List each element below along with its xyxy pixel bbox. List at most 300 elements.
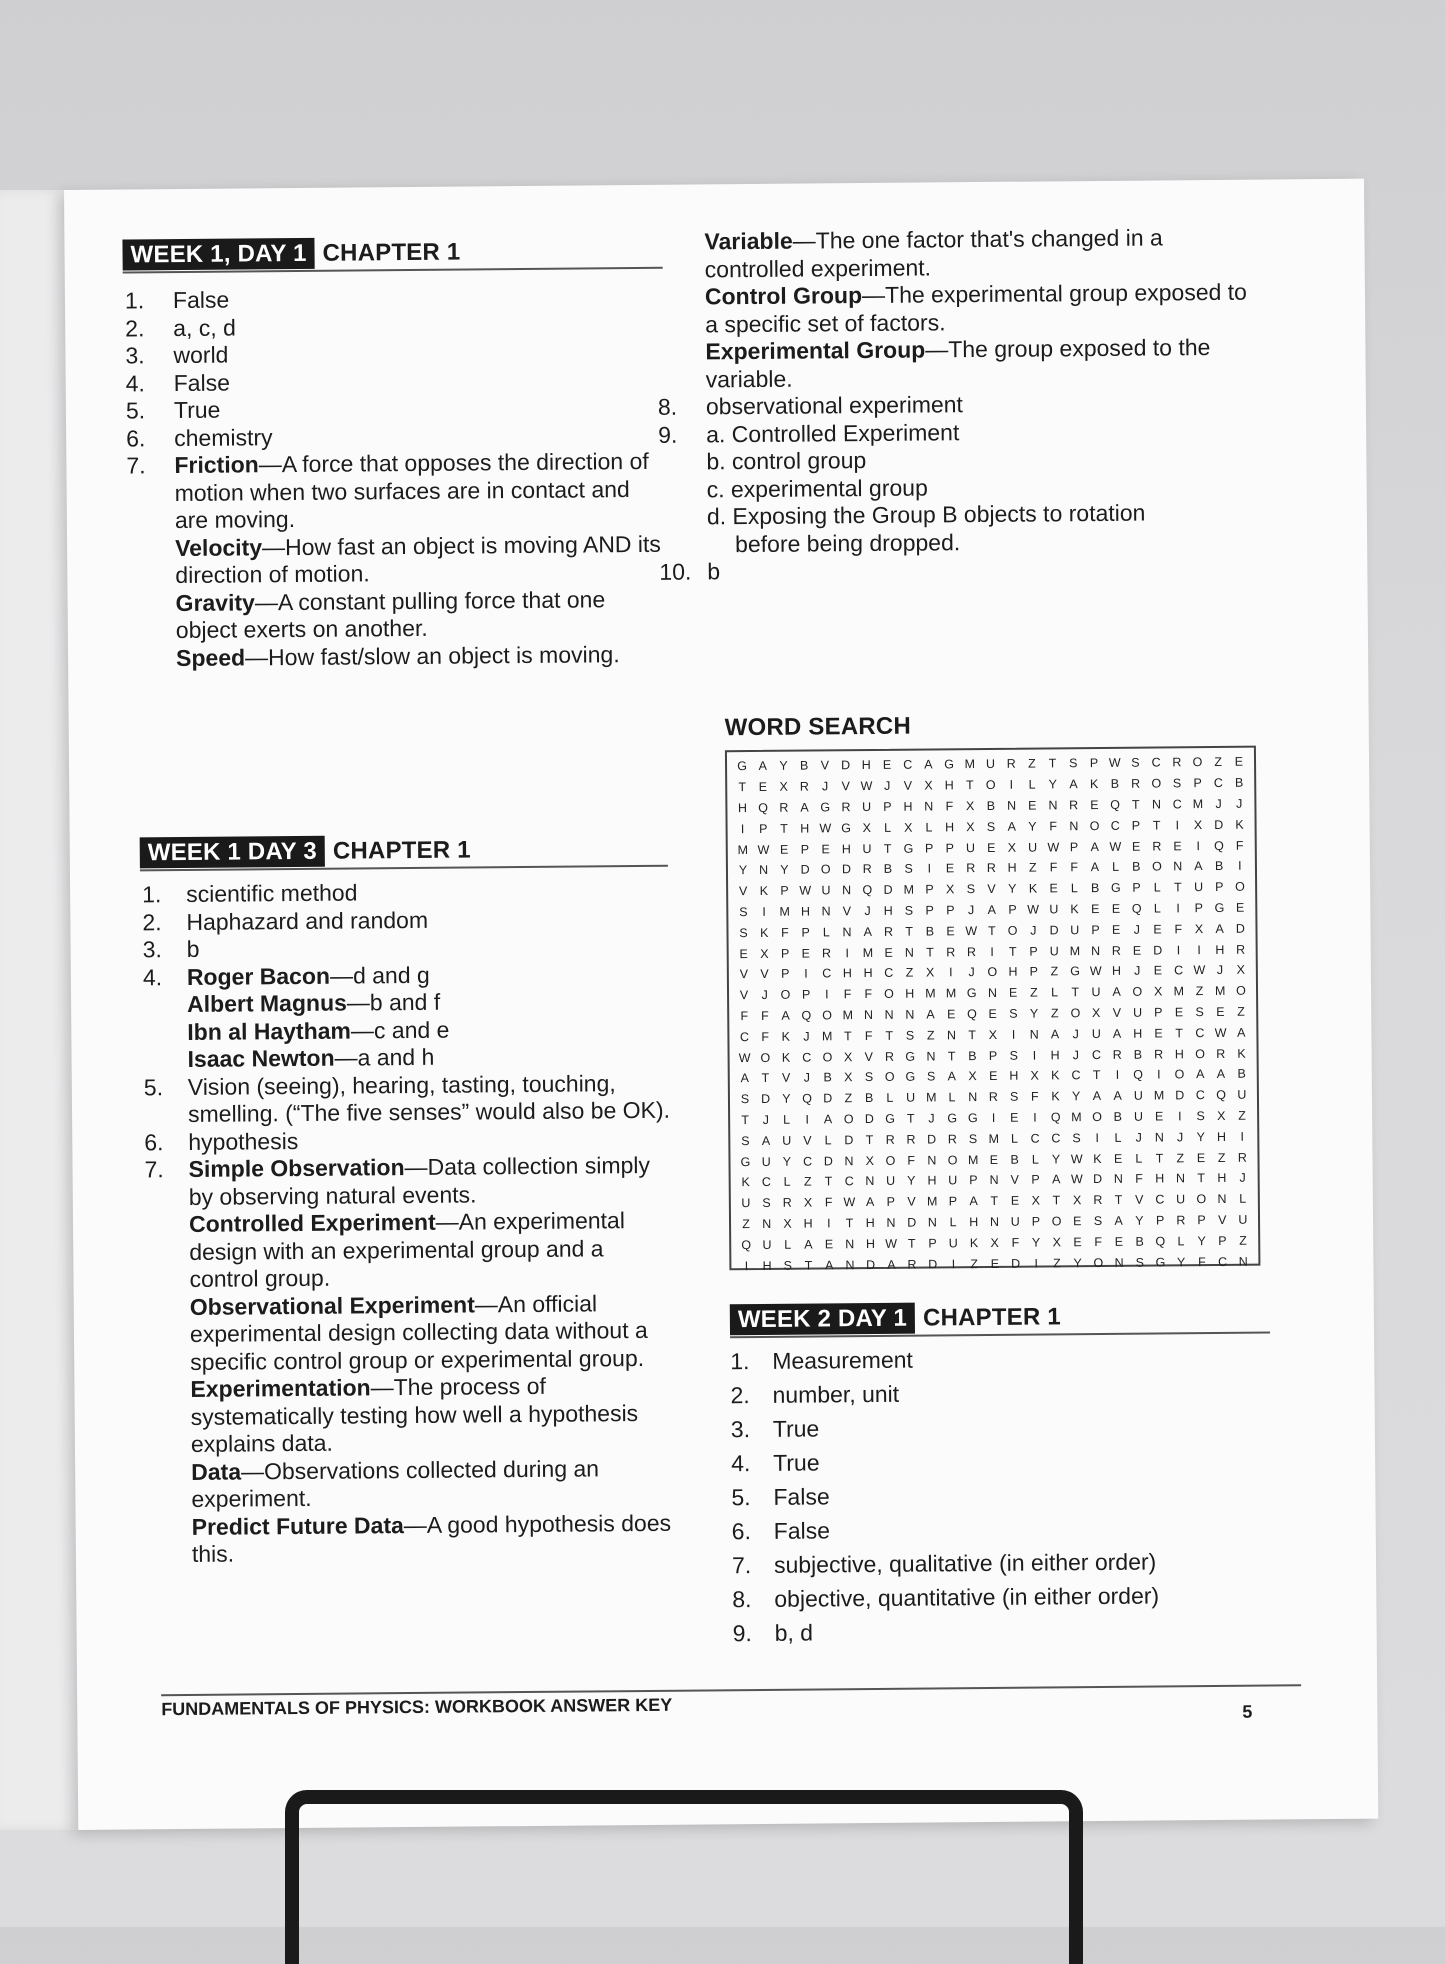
ws-letter: F bbox=[864, 987, 873, 1002]
ws-letter: U bbox=[886, 1174, 896, 1189]
ws-letter: R bbox=[1235, 942, 1246, 957]
ws-letter: S bbox=[1196, 1109, 1205, 1124]
ws-letter: A bbox=[781, 1008, 790, 1023]
week1day1-def-text: —How fast an object is moving AND its direction of motion. bbox=[175, 530, 661, 589]
ws-letter: M bbox=[1153, 1088, 1165, 1103]
ws-letter: A bbox=[1007, 819, 1016, 834]
week1day1-item-text: world bbox=[173, 341, 229, 369]
ws-letter: S bbox=[783, 1258, 793, 1273]
ws-letter: G bbox=[905, 1049, 916, 1064]
ws-letter: I bbox=[1197, 942, 1201, 957]
ws-letter: Y bbox=[738, 863, 748, 878]
ws-letter: A bbox=[740, 1071, 750, 1086]
ws-letter: E bbox=[884, 945, 893, 960]
book-stand bbox=[285, 1790, 1083, 1964]
ws-letter: A bbox=[987, 902, 996, 917]
ws-letter: Y bbox=[782, 1154, 792, 1169]
ws-letter: L bbox=[1031, 1152, 1039, 1167]
ws-letter: P bbox=[1218, 1233, 1227, 1248]
week2day1-item-text: True bbox=[773, 1449, 820, 1476]
week1day3-scientist-text: —c and e bbox=[350, 1016, 450, 1044]
ws-letter: I bbox=[1033, 1110, 1037, 1125]
ws-letter: S bbox=[1195, 1005, 1204, 1020]
week2day1-item-num: 9. bbox=[732, 1620, 752, 1647]
week1day1-item-num: 4. bbox=[125, 369, 145, 396]
ws-letter: B bbox=[864, 1091, 874, 1106]
ws-letter: E bbox=[882, 758, 892, 773]
ws-letter: J bbox=[803, 1070, 811, 1085]
ws-letter: M bbox=[967, 1152, 979, 1167]
ws-letter: O bbox=[1070, 1006, 1081, 1021]
ws-letter: F bbox=[945, 799, 954, 814]
week1day3-scientist-text: —a and h bbox=[334, 1043, 435, 1071]
ws-letter: X bbox=[783, 1216, 792, 1231]
ws-letter: E bbox=[1154, 1026, 1163, 1041]
ws-letter: H bbox=[927, 1173, 937, 1188]
right-top-def-text: —The group exposed to the variable. bbox=[705, 334, 1211, 392]
ws-letter: T bbox=[906, 1111, 915, 1126]
ws-letter: P bbox=[924, 841, 934, 856]
ws-letter: N bbox=[1048, 798, 1058, 813]
week2day1-heading bbox=[730, 1301, 1061, 1335]
ws-letter: P bbox=[1031, 1214, 1041, 1229]
ws-letter: A bbox=[969, 1194, 978, 1209]
ws-letter: I bbox=[805, 1112, 810, 1127]
week1day1-item-num: 3. bbox=[125, 342, 145, 369]
ws-letter: V bbox=[864, 1049, 874, 1064]
ws-letter: S bbox=[968, 1131, 978, 1146]
ws-letter: G bbox=[903, 841, 914, 856]
ws-letter: X bbox=[779, 779, 788, 794]
ws-letter: P bbox=[801, 987, 811, 1002]
ws-letter: G bbox=[1155, 1254, 1166, 1270]
right-top-def-term: Experimental Group bbox=[705, 336, 926, 365]
ws-letter: V bbox=[803, 1133, 812, 1148]
ws-letter: N bbox=[845, 1236, 855, 1251]
ws-letter: E bbox=[1010, 1110, 1019, 1125]
ws-letter: S bbox=[1135, 1255, 1144, 1270]
ws-letter: Z bbox=[1214, 755, 1223, 770]
ws-letter: R bbox=[946, 944, 956, 959]
ws-letter: X bbox=[968, 1069, 977, 1084]
week2day1-item bbox=[730, 1344, 1270, 1383]
ws-letter: C bbox=[822, 966, 832, 981]
week1day3-scientist-term: Albert Magnus bbox=[186, 989, 347, 1017]
ws-letter: E bbox=[1111, 901, 1121, 916]
ws-letter: H bbox=[1155, 1171, 1165, 1186]
ws-letter: U bbox=[1049, 902, 1059, 917]
ws-letter: C bbox=[1151, 755, 1161, 770]
ws-letter: W bbox=[1089, 964, 1102, 979]
week2day1-item bbox=[732, 1514, 1272, 1553]
ws-letter: S bbox=[1009, 1006, 1018, 1021]
ws-letter: B bbox=[799, 758, 809, 773]
ws-letter: L bbox=[1153, 880, 1161, 895]
ws-letter: U bbox=[985, 757, 996, 772]
ws-letter: L bbox=[949, 1215, 957, 1230]
ws-letter: N bbox=[989, 1214, 1000, 1229]
ws-letter: B bbox=[1090, 881, 1100, 896]
ws-letter: J bbox=[1215, 796, 1222, 811]
item10-row-text: b bbox=[707, 558, 721, 585]
ws-letter: D bbox=[840, 758, 851, 773]
ws-letter: O bbox=[987, 965, 998, 980]
ws-letter: O bbox=[760, 1050, 771, 1065]
item9-part: d. Exposing the Group B objects to rotation bbox=[706, 499, 1146, 530]
ws-letter: S bbox=[926, 1069, 936, 1084]
ws-letter: Y bbox=[1197, 1233, 1206, 1248]
ws-letter: A bbox=[800, 800, 809, 815]
week2day1-item-num: 6. bbox=[731, 1518, 752, 1545]
week2day1-item-num: 3. bbox=[730, 1416, 751, 1443]
ws-letter: Z bbox=[926, 1028, 935, 1043]
week1day3-scientist bbox=[187, 1042, 673, 1074]
ws-letter: E bbox=[1091, 901, 1100, 917]
ws-letter: F bbox=[1174, 922, 1183, 937]
ws-letter: K bbox=[759, 884, 769, 899]
ws-letter: V bbox=[738, 884, 748, 899]
ws-letter: S bbox=[740, 1092, 750, 1107]
ws-letter: V bbox=[781, 1071, 791, 1086]
ws-letter: E bbox=[1234, 755, 1244, 770]
right-top-answers bbox=[657, 224, 1267, 586]
ws-letter: T bbox=[845, 1216, 854, 1231]
ws-letter: P bbox=[1031, 1172, 1040, 1187]
ws-letter: N bbox=[927, 1215, 937, 1230]
ws-letter: U bbox=[1028, 840, 1038, 855]
ws-letter: A bbox=[1114, 1213, 1123, 1228]
week1day1-def-term: Velocity bbox=[175, 533, 263, 561]
ws-letter: N bbox=[1175, 1171, 1186, 1186]
right-top-def bbox=[704, 224, 1264, 284]
week1day3-item7-num: 7. bbox=[144, 1156, 164, 1183]
ws-letter: O bbox=[822, 1049, 833, 1064]
ws-letter: J bbox=[1176, 1130, 1184, 1145]
ws-letter: O bbox=[820, 862, 831, 877]
ws-letter: M bbox=[1071, 1110, 1082, 1125]
ws-letter: J bbox=[864, 903, 871, 919]
ws-letter: H bbox=[800, 904, 811, 919]
week2day1-tag: WEEK 2 DAY 1 bbox=[730, 1303, 915, 1336]
ws-letter: X bbox=[903, 820, 913, 835]
ws-letter: I bbox=[1011, 1027, 1016, 1042]
ws-letter: P bbox=[948, 1194, 958, 1209]
ws-letter: E bbox=[986, 840, 996, 855]
week1day3-def-term: Observational Experiment bbox=[189, 1290, 475, 1320]
ws-letter: Z bbox=[1239, 1233, 1247, 1248]
ws-letter: W bbox=[1070, 1172, 1083, 1187]
ws-letter: D bbox=[1049, 923, 1059, 938]
week2day1-item-text: number, unit bbox=[772, 1380, 900, 1408]
ws-letter: B bbox=[1110, 777, 1120, 792]
ws-letter: Y bbox=[1029, 1006, 1039, 1021]
ws-letter: O bbox=[843, 1112, 854, 1127]
ws-letter: M bbox=[926, 1194, 938, 1209]
ws-letter: M bbox=[925, 986, 936, 1001]
ws-letter: F bbox=[781, 925, 789, 940]
ws-letter: H bbox=[865, 1215, 875, 1230]
ws-letter: X bbox=[1007, 840, 1017, 855]
ws-letter: Y bbox=[1196, 1129, 1206, 1144]
ws-letter: M bbox=[945, 986, 957, 1001]
ws-letter: A bbox=[824, 1257, 834, 1272]
ws-letter: R bbox=[885, 1132, 895, 1147]
ws-letter: J bbox=[821, 779, 829, 794]
ws-letter: T bbox=[761, 1071, 770, 1086]
ws-letter: O bbox=[1192, 755, 1203, 770]
week1day3-def-term: Simple Observation bbox=[188, 1154, 405, 1182]
ws-letter: I bbox=[744, 1258, 749, 1273]
ws-letter: D bbox=[1214, 817, 1224, 832]
wordsearch-title-text: WORD SEARCH bbox=[724, 712, 912, 742]
ws-letter: U bbox=[1070, 922, 1080, 938]
ws-letter: O bbox=[884, 986, 894, 1002]
ws-letter: P bbox=[988, 1048, 998, 1063]
ws-letter: J bbox=[1239, 1171, 1246, 1186]
ws-letter: C bbox=[739, 1029, 749, 1044]
ws-letter: S bbox=[1069, 756, 1078, 771]
ws-letter: T bbox=[780, 821, 788, 836]
ws-letter: V bbox=[760, 967, 769, 982]
ws-letter: A bbox=[1112, 984, 1121, 1000]
ws-letter: N bbox=[845, 1257, 855, 1272]
ws-letter: I bbox=[740, 821, 745, 836]
ws-letter: U bbox=[1238, 1212, 1248, 1227]
ws-letter: S bbox=[739, 905, 748, 920]
week2day1-item bbox=[733, 1616, 1273, 1655]
ws-letter: V bbox=[987, 882, 996, 897]
ws-letter: G bbox=[966, 986, 977, 1001]
ws-letter: W bbox=[885, 1236, 898, 1251]
week1day3-scientist-term: Isaac Newton bbox=[187, 1044, 335, 1072]
ws-letter: E bbox=[1090, 797, 1099, 813]
ws-letter: E bbox=[1073, 1214, 1082, 1229]
ws-letter: R bbox=[907, 1257, 917, 1272]
ws-letter: M bbox=[926, 1090, 937, 1105]
ws-letter: K bbox=[969, 1235, 979, 1250]
ws-letter: T bbox=[885, 1028, 894, 1043]
ws-letter: S bbox=[905, 1028, 915, 1043]
ws-letter: X bbox=[865, 1153, 874, 1168]
ws-letter: T bbox=[1197, 1171, 1206, 1186]
ws-letter: H bbox=[1216, 1129, 1227, 1144]
ws-letter: K bbox=[1089, 777, 1099, 792]
ws-letter: E bbox=[988, 1006, 997, 1021]
ws-letter: L bbox=[783, 1112, 791, 1127]
ws-letter: W bbox=[965, 923, 978, 938]
ws-letter: K bbox=[741, 1175, 750, 1190]
ws-letter: J bbox=[803, 1029, 810, 1044]
ws-letter: A bbox=[1113, 1088, 1122, 1104]
ws-letter: E bbox=[1174, 1005, 1184, 1020]
ws-letter: V bbox=[1010, 1173, 1020, 1188]
ws-letter: H bbox=[1133, 1026, 1143, 1041]
ws-letter: H bbox=[861, 758, 871, 773]
ws-letter: E bbox=[1216, 1004, 1225, 1019]
ws-letter: V bbox=[841, 779, 850, 794]
ws-letter: H bbox=[800, 821, 810, 836]
ws-letter: W bbox=[860, 779, 873, 794]
ws-letter: P bbox=[1154, 1005, 1163, 1020]
ws-letter: E bbox=[990, 1256, 1000, 1271]
ws-letter: Z bbox=[1028, 860, 1037, 875]
ws-letter: U bbox=[1091, 1026, 1101, 1041]
ws-letter: V bbox=[903, 778, 913, 793]
ws-letter: K bbox=[781, 1029, 791, 1044]
ws-letter: D bbox=[1175, 1088, 1185, 1103]
week1day3-def bbox=[189, 1207, 676, 1294]
ws-letter: K bbox=[1093, 1151, 1102, 1166]
ws-letter: M bbox=[988, 1131, 1000, 1146]
ws-letter: H bbox=[1007, 861, 1017, 876]
ws-letter: W bbox=[738, 1050, 751, 1065]
ws-letter: E bbox=[1008, 985, 1018, 1000]
week1day3-item4-list bbox=[187, 959, 674, 1073]
ws-letter: Q bbox=[1110, 797, 1120, 812]
ws-letter: I bbox=[1034, 1256, 1039, 1271]
ws-letter: E bbox=[779, 842, 789, 857]
ws-letter: M bbox=[903, 882, 915, 897]
ws-letter: A bbox=[1051, 1172, 1061, 1187]
ws-letter: C bbox=[1071, 1068, 1081, 1083]
week1day3-item4-num: 4. bbox=[142, 963, 163, 990]
ws-letter: L bbox=[886, 1090, 894, 1105]
ws-letter: V bbox=[739, 967, 749, 982]
week1day1-item-num: 1. bbox=[124, 287, 145, 314]
ws-letter: T bbox=[1008, 944, 1017, 959]
ws-letter: P bbox=[1197, 1212, 1206, 1228]
ws-letter: L bbox=[783, 1175, 791, 1190]
ws-letter: G bbox=[967, 1110, 978, 1126]
week1day1-def-text: —How fast/slow an object is moving. bbox=[244, 640, 620, 670]
ws-letter: I bbox=[804, 966, 808, 981]
ws-letter: A bbox=[865, 1195, 875, 1210]
ws-letter: O bbox=[780, 987, 791, 1002]
ws-letter: U bbox=[1237, 1087, 1247, 1102]
ws-letter: F bbox=[1135, 1171, 1143, 1187]
ws-letter: G bbox=[1070, 964, 1081, 979]
week1day3-item-num: 6. bbox=[144, 1128, 164, 1155]
ws-letter: X bbox=[1030, 1068, 1039, 1083]
ws-letter: P bbox=[945, 840, 955, 855]
ws-letter: B bbox=[1214, 859, 1224, 874]
ws-letter: A bbox=[1050, 1027, 1060, 1042]
ws-letter: B bbox=[1113, 1109, 1123, 1124]
ws-letter: I bbox=[1238, 859, 1242, 874]
ws-letter: G bbox=[885, 1111, 895, 1126]
ws-letter: C bbox=[1051, 1131, 1061, 1146]
week1day1-item-num: 5. bbox=[125, 397, 146, 424]
ws-letter: L bbox=[1112, 860, 1120, 875]
ws-letter: A bbox=[1216, 1067, 1226, 1082]
ws-letter: T bbox=[1092, 1068, 1101, 1083]
ws-letter: P bbox=[1193, 776, 1202, 791]
ws-letter: S bbox=[1172, 776, 1182, 791]
ws-letter: R bbox=[966, 944, 976, 959]
ws-letter: J bbox=[761, 988, 768, 1003]
ws-letter: F bbox=[761, 1029, 769, 1044]
word-search-grid bbox=[725, 746, 1261, 1271]
ws-letter: L bbox=[1070, 881, 1078, 896]
ws-letter: F bbox=[843, 987, 852, 1002]
ws-letter: X bbox=[862, 820, 872, 835]
ws-letter: X bbox=[843, 1049, 853, 1064]
ws-letter: M bbox=[842, 1008, 854, 1023]
week1day3-scientist bbox=[187, 987, 673, 1019]
ws-letter: Z bbox=[1053, 1255, 1061, 1270]
ws-letter: H bbox=[863, 966, 873, 981]
ws-letter: X bbox=[945, 882, 955, 897]
ws-letter: F bbox=[907, 1153, 915, 1168]
ws-letter: T bbox=[844, 1028, 852, 1043]
ws-letter: I bbox=[927, 861, 932, 876]
ws-letter: B bbox=[986, 798, 996, 813]
ws-letter: T bbox=[1131, 797, 1140, 812]
answer-key-page bbox=[64, 179, 1378, 1830]
ws-letter: P bbox=[1155, 1213, 1165, 1228]
ws-letter: Q bbox=[1050, 1110, 1061, 1125]
ws-letter: D bbox=[866, 1257, 876, 1272]
ws-letter: I bbox=[845, 945, 849, 960]
ws-letter: X bbox=[844, 1070, 853, 1085]
ws-letter: M bbox=[821, 1029, 833, 1044]
ws-letter: T bbox=[968, 1027, 977, 1042]
ws-letter: D bbox=[800, 862, 810, 877]
ws-letter: L bbox=[1135, 1151, 1143, 1166]
ws-letter: I bbox=[1009, 777, 1014, 792]
ws-letter: E bbox=[988, 1069, 998, 1084]
ws-letter: W bbox=[757, 842, 770, 857]
ws-letter: L bbox=[1051, 985, 1059, 1000]
ws-letter: T bbox=[990, 1194, 999, 1209]
ws-letter: S bbox=[904, 861, 913, 877]
ws-letter: B bbox=[1237, 1067, 1246, 1082]
ws-letter: B bbox=[925, 924, 935, 939]
ws-letter: J bbox=[1236, 796, 1243, 811]
week2day1-item-text: b, d bbox=[774, 1619, 814, 1646]
ws-letter: K bbox=[1028, 881, 1038, 896]
ws-letter: P bbox=[801, 925, 810, 940]
ws-letter: L bbox=[784, 1237, 792, 1252]
ws-letter: O bbox=[1051, 1214, 1062, 1229]
ws-letter: C bbox=[1195, 1088, 1205, 1103]
ws-letter: O bbox=[1235, 983, 1246, 998]
ws-letter: R bbox=[884, 1049, 895, 1064]
ws-letter: W bbox=[1047, 839, 1060, 855]
ws-letter: Z bbox=[1195, 984, 1204, 999]
right-top-def-text: —The one factor that's changed in a controlled experiment. bbox=[704, 224, 1163, 282]
ws-letter: X bbox=[760, 946, 769, 961]
week2day1-item-text: Measurement bbox=[772, 1346, 913, 1374]
ws-letter: U bbox=[1133, 1109, 1144, 1124]
ws-letter: E bbox=[945, 861, 955, 876]
ws-letter: X bbox=[1153, 984, 1163, 999]
ws-letter: C bbox=[1213, 776, 1223, 791]
ws-letter: C bbox=[1091, 1047, 1102, 1062]
ws-letter: Q bbox=[802, 1091, 812, 1106]
ws-letter: Y bbox=[1008, 881, 1017, 896]
ws-letter: I bbox=[825, 987, 829, 1002]
ws-letter: P bbox=[1132, 880, 1141, 895]
ws-letter: E bbox=[1196, 1150, 1206, 1165]
ws-letter: X bbox=[1217, 1108, 1226, 1123]
ws-letter: D bbox=[1235, 921, 1245, 936]
ws-letter: J bbox=[1072, 1026, 1079, 1041]
ws-letter: Y bbox=[1028, 819, 1037, 834]
ws-letter: D bbox=[927, 1132, 937, 1147]
ws-letter: U bbox=[1049, 943, 1059, 958]
ws-letter: U bbox=[762, 1237, 772, 1252]
